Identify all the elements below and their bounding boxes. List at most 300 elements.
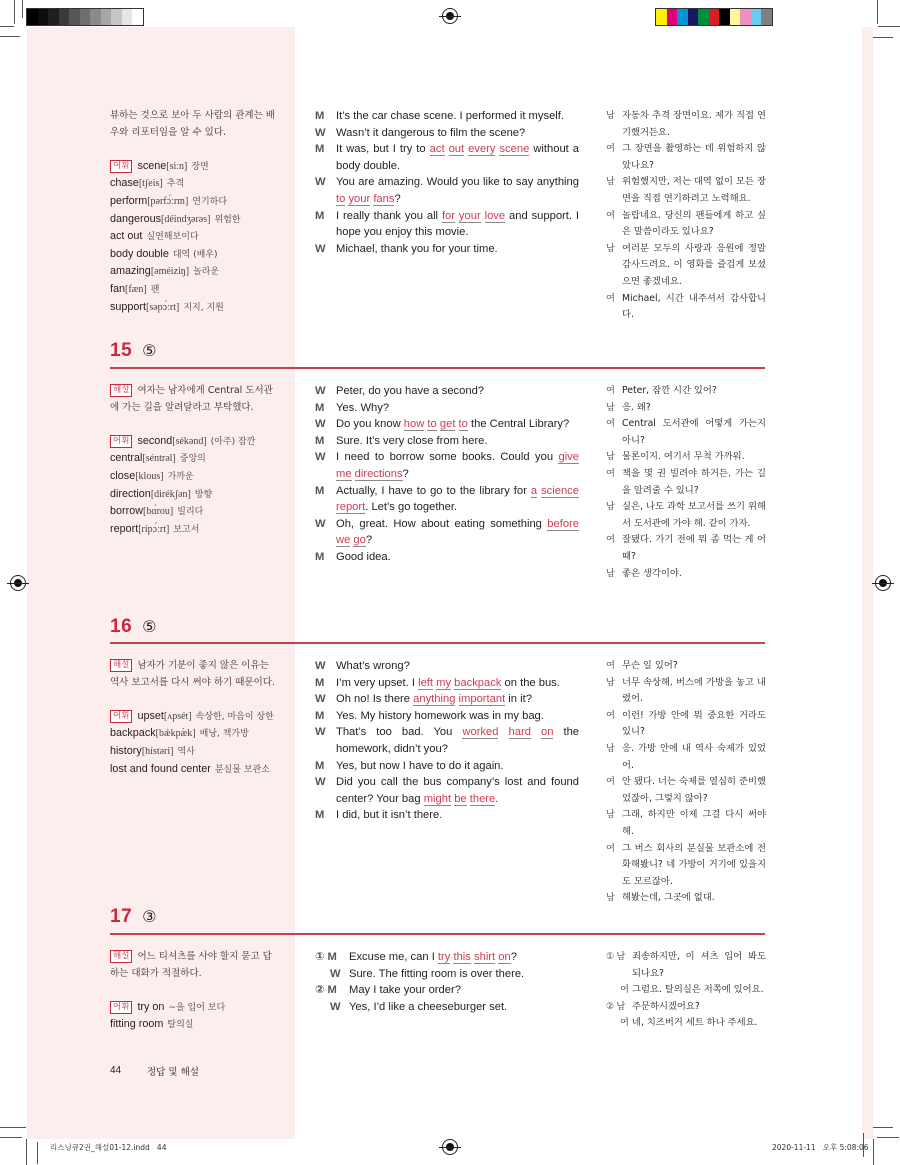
vocab-phonetic: [pərfɔ́ːrm] <box>147 195 189 207</box>
translation-text: 여러분 모두의 사랑과 응원에 정말 감사드려요. 이 영화를 즐겁게 보셨으면 좋겠네요. <box>622 242 766 287</box>
option-number: ① <box>606 951 615 962</box>
translation-text: Michael, 시간 내주셔서 감사합니다. <box>622 292 766 321</box>
explanation-text: 뷰하는 것으로 보아 두 사람의 관계는 배 <box>110 110 275 121</box>
text-run: ? <box>402 467 409 480</box>
answer-blank: we <box>336 534 351 547</box>
speaker: W <box>330 967 341 980</box>
speaker: 남 <box>606 742 615 754</box>
text-run: I really thank you all <box>336 209 442 222</box>
registration-mark-icon <box>442 8 458 24</box>
vocab-item <box>110 246 280 264</box>
speaker: 여 <box>606 385 615 396</box>
dialogue-text <box>349 949 579 966</box>
dialogue-text <box>336 241 579 258</box>
vocab-phonetic: [dirékʃən] <box>150 488 191 500</box>
text-run: I did, but it isn’t there. <box>336 809 443 822</box>
vocab-meaning: 방향 <box>194 489 213 500</box>
explanation-line <box>110 966 280 983</box>
speaker: 남 <box>616 951 626 962</box>
translation-column <box>606 658 766 907</box>
dialogue-line <box>315 108 579 125</box>
explanation-line <box>110 675 280 692</box>
vocab-word: direction <box>110 487 151 500</box>
translation-line <box>606 416 766 449</box>
vocab-item <box>110 743 280 761</box>
explanation-badge: 해설 <box>110 659 132 672</box>
speaker-label <box>606 1015 632 1032</box>
text-run: Yes. Why? <box>336 401 390 414</box>
color-swatch <box>709 9 720 25</box>
gray-swatch <box>111 9 122 25</box>
answer-blank: on <box>540 726 554 739</box>
answer-blank: get <box>439 418 456 431</box>
color-swatch <box>656 9 667 25</box>
explanation-text: 역사 보고서를 다시 써야 하기 때문이다. <box>110 676 275 688</box>
explanation-text: 여자는 남자에게 Central 도서관 <box>137 385 273 396</box>
speaker: 여 <box>606 467 615 479</box>
dialogue-text <box>336 708 579 725</box>
answer-blank: how <box>403 418 425 431</box>
vocab-item <box>110 503 280 521</box>
explanation-text: 에 가는 길을 알려달라고 부탁했다. <box>110 401 254 413</box>
explanation-line <box>110 108 280 125</box>
color-swatch <box>730 9 741 25</box>
translation-column <box>606 383 766 582</box>
text-run: the homework, didn’t you? <box>336 726 580 755</box>
speaker: W <box>315 451 326 464</box>
vocab-meaning: 위험한 <box>214 214 241 225</box>
vocab-meaning: 분실물 보관소 <box>214 764 270 775</box>
text-run: ? <box>365 534 373 547</box>
crop-mark <box>873 37 893 38</box>
vocab-meaning: 지지, 지원 <box>183 302 224 313</box>
vocab-item <box>110 193 280 211</box>
crop-mark <box>877 0 878 24</box>
dialogue-text <box>336 125 579 142</box>
spacer <box>110 982 280 999</box>
speaker: M <box>315 809 325 822</box>
crop-mark <box>14 0 15 24</box>
answer-blank: hard <box>508 726 531 739</box>
speaker: 남 <box>616 1000 626 1012</box>
color-swatch <box>761 9 772 25</box>
vocab-badge: 어휘 <box>110 710 132 723</box>
translation-text: 안 됐다. 너는 숙제를 열심히 준비했었잖아, 그렇지 않아? <box>622 776 766 804</box>
translation-column <box>606 949 766 1032</box>
vocab-phonetic: [déindʒərəs] <box>161 213 211 225</box>
answer-blank: might <box>423 792 452 805</box>
text-run: Good idea. <box>336 550 391 563</box>
dialogue-text <box>336 174 579 207</box>
vocab-meaning: 놀라운 <box>193 267 220 278</box>
dialogue-text <box>336 449 579 482</box>
dialogue-line <box>315 949 579 966</box>
question-number: 15 <box>110 340 133 361</box>
dialogue-line <box>315 449 579 482</box>
vocab-item <box>110 725 280 743</box>
answer-blank: every <box>468 143 496 156</box>
question-number: 17 <box>110 906 133 927</box>
vocab-word: chase <box>110 177 139 190</box>
vocab-word: try on <box>137 1000 165 1013</box>
section-divider <box>110 933 765 935</box>
speaker-label <box>606 999 632 1016</box>
answer-blank: go <box>353 534 366 547</box>
dialogue-text <box>336 108 579 125</box>
dialogue-text <box>336 208 579 241</box>
vocab-meaning: 팬 <box>150 284 160 295</box>
speaker: 여 <box>606 776 615 788</box>
answer-choice: ③ <box>142 909 157 926</box>
speaker: 여 <box>606 209 615 221</box>
page-running-title: 정답 및 해설 <box>147 1067 199 1078</box>
answer-blank: out <box>448 143 465 156</box>
vocab-word: second <box>137 434 173 447</box>
dialogue-script <box>315 383 579 566</box>
text-run: Wasn’t it dangerous to film the scene? <box>336 126 526 139</box>
answer-blank: try <box>437 951 451 963</box>
dialogue-line <box>315 483 579 516</box>
vocab-item <box>110 708 280 726</box>
dialogue-script <box>315 658 579 824</box>
text-run: Sure. The fitting room is over there. <box>349 967 525 980</box>
gray-swatch <box>38 9 49 25</box>
translation-line <box>606 741 766 774</box>
translation-line <box>606 566 766 583</box>
answer-blank: love <box>484 209 506 222</box>
text-run: ? <box>510 951 517 963</box>
dialogue-line <box>315 982 579 999</box>
vocab-word: close <box>110 469 136 482</box>
answer-blank: worked <box>462 726 499 739</box>
translation-text: 이런! 가방 안에 뭐 중요한 거라도 있니? <box>622 709 766 738</box>
dialogue-line <box>315 549 579 566</box>
translation-line <box>606 291 766 324</box>
speaker: 여 <box>606 292 615 304</box>
vocab-word: scene <box>137 159 167 172</box>
answer-blank: shirt <box>474 951 496 963</box>
dialogue-text <box>336 675 579 692</box>
text-run: You are amazing. Would you like to say anything <box>336 176 579 189</box>
text-run: without a body double. <box>336 143 580 172</box>
answer-blank: left <box>418 676 434 689</box>
vocab-phonetic: [bɑ́rou] <box>143 506 174 518</box>
vocab-phonetic: [bǽkpæ̀k] <box>155 728 196 740</box>
dialogue-text <box>336 658 579 675</box>
vocab-word: dangerous <box>110 212 162 225</box>
speaker: 남 <box>606 110 615 121</box>
color-swatch <box>740 9 751 25</box>
translation-line <box>606 982 766 999</box>
answer-blank: backpack <box>454 676 502 689</box>
answer-choice: ⑤ <box>142 619 157 636</box>
dialogue-text <box>336 483 579 516</box>
vocab-meaning: 중앙의 <box>179 454 206 465</box>
vocab-word: amazing <box>110 265 151 278</box>
text-run <box>531 726 541 738</box>
speaker: 남 <box>606 676 615 688</box>
page-number: 44 <box>110 1065 122 1076</box>
gray-swatch <box>132 9 143 25</box>
answer-blank: directions <box>354 467 403 480</box>
answer-blank: anything <box>413 693 456 706</box>
translation-text: 놀랍네요. 당신의 팬들에게 하고 싶은 말씀이라도 있나요? <box>622 209 766 238</box>
translation-line <box>606 383 766 400</box>
gray-swatch <box>59 9 70 25</box>
explanation-text: 어느 티셔츠를 사야 할지 묻고 답 <box>137 951 272 962</box>
crop-mark <box>26 1139 27 1165</box>
speaker-label <box>315 999 349 1016</box>
speaker: W <box>315 693 326 706</box>
text-run: May I take your order? <box>349 984 461 997</box>
speaker: W <box>315 126 326 139</box>
gray-swatch <box>90 9 101 25</box>
vocab-item <box>110 486 280 504</box>
dialogue-text <box>336 416 579 433</box>
translation-text: Central 도서관에 어떻게 가는지 아니? <box>622 418 766 446</box>
answer-blank: act <box>429 143 445 156</box>
color-swatch <box>719 9 730 25</box>
answer-blank: to <box>427 418 437 431</box>
speaker: W <box>315 776 326 789</box>
vocab-item <box>110 263 280 281</box>
vocab-item <box>110 211 280 229</box>
spacer <box>110 416 280 433</box>
translation-text: 그 장면을 촬영하는 데 위험하지 않았나요? <box>622 143 766 171</box>
vocab-word: act out <box>110 230 143 243</box>
translation-text: 위험했지만, 저는 대역 없이 모든 장면을 직접 연기하려고 노력해요. <box>622 176 766 204</box>
speaker: M <box>315 759 325 772</box>
speaker: W <box>330 1000 341 1013</box>
vocab-item <box>110 299 280 317</box>
dialogue-line <box>315 708 579 725</box>
vocab-meaning: 역사 <box>177 746 195 757</box>
translation-line <box>606 774 766 807</box>
text-run: Yes. My history homework was in my bag. <box>336 709 544 722</box>
crop-mark <box>0 26 14 27</box>
translation-line <box>606 841 766 891</box>
speaker: W <box>315 517 326 530</box>
text-run: Peter, do you have a second? <box>336 385 485 397</box>
question-header <box>110 616 156 644</box>
answer-blank: to <box>336 192 346 205</box>
translation-column <box>606 108 766 324</box>
dialogue-line <box>315 516 579 549</box>
vocab-word: fan <box>110 282 126 295</box>
translation-line <box>606 532 766 565</box>
translation-line <box>606 949 766 982</box>
vocab-phonetic: [əméiziŋ] <box>150 266 190 278</box>
speaker: M <box>315 143 325 156</box>
explanation-badge: 해설 <box>110 950 132 963</box>
gray-swatch <box>48 9 59 25</box>
dialogue-line <box>315 400 579 417</box>
vocab-word: body double <box>110 247 169 260</box>
speaker: M <box>315 209 325 222</box>
translation-text: 자동차 추격 장면이요. 제가 직접 연기했거든요. <box>622 110 766 138</box>
translation-line <box>606 174 766 207</box>
vocab-word: history <box>110 744 142 757</box>
dialogue-text <box>336 724 579 757</box>
speaker-label <box>606 949 632 982</box>
dialogue-text <box>336 691 579 708</box>
crop-mark <box>873 1139 874 1165</box>
vocab-badge: 어휘 <box>110 435 132 448</box>
explanation-text: 우와 리포터임을 알 수 있다. <box>110 126 227 138</box>
translation-line <box>606 499 766 532</box>
speaker: W <box>315 726 326 739</box>
translation-text: 응. 가방 안에 내 역사 숙제가 있었어. <box>622 742 766 771</box>
color-swatch <box>677 9 688 25</box>
dialogue-line <box>315 433 579 450</box>
vocab-item <box>110 158 280 176</box>
vocab-meaning: 보고서 <box>173 524 200 535</box>
crop-mark <box>0 1127 26 1128</box>
dialogue-line <box>315 141 579 174</box>
vocab-phonetic: [séntrəl] <box>142 453 176 465</box>
vocab-meaning: 배낭, 책가방 <box>199 729 249 740</box>
gray-swatch <box>27 9 38 25</box>
text-run: That’s too bad. You <box>336 726 463 739</box>
translation-text: 무슨 일 있어? <box>622 660 678 671</box>
question-header <box>110 340 156 368</box>
translation-line <box>606 999 766 1016</box>
crop-mark <box>0 36 20 37</box>
gray-swatch <box>80 9 91 25</box>
speaker: 여 <box>606 534 615 546</box>
speaker: W <box>315 242 326 255</box>
speaker-label <box>315 982 349 999</box>
explanation-column <box>110 383 280 538</box>
color-swatch <box>698 9 709 25</box>
crop-mark <box>0 1137 22 1138</box>
answer-blank: important <box>458 693 506 706</box>
answer-blank: your <box>458 209 481 222</box>
spacer <box>110 691 280 708</box>
dialogue-line <box>315 174 579 207</box>
color-swatch <box>751 9 762 25</box>
dialogue-line <box>315 724 579 757</box>
vocab-phonetic: [səpɔ́ːrt] <box>146 301 180 313</box>
dialogue-text <box>349 999 579 1016</box>
vocab-item <box>110 1016 280 1034</box>
slug-filename: 리스닝큐2권_해설01-12.indd 44 <box>50 1143 167 1152</box>
text-run: . Let’s go together. <box>365 501 458 514</box>
gray-swatch <box>122 9 133 25</box>
answer-blank: before <box>547 517 579 530</box>
dialogue-text <box>336 549 579 566</box>
option-number: ② <box>315 984 325 997</box>
speaker: 남 <box>606 567 615 579</box>
speaker: 여 <box>620 984 629 996</box>
text-run: the Central Library? <box>467 418 570 431</box>
answer-blank: report <box>336 501 366 514</box>
speaker: M <box>315 676 325 689</box>
dialogue-line <box>315 999 579 1016</box>
vocab-item <box>110 228 280 246</box>
grayscale-color-bar <box>26 8 144 26</box>
speaker-label <box>315 949 349 966</box>
dialogue-line <box>315 125 579 142</box>
explanation-column <box>110 658 280 778</box>
translation-line <box>606 466 766 499</box>
text-run <box>498 726 508 738</box>
speaker: M <box>327 984 337 997</box>
vocab-item <box>110 281 280 299</box>
color-swatch <box>667 9 678 25</box>
translation-text: 죄송하지만, 이 셔츠 입어 봐도 되나요? <box>632 951 766 979</box>
speaker: 남 <box>606 451 615 463</box>
answer-blank: there <box>469 792 496 805</box>
vocab-meaning: 빌리다 <box>177 507 204 518</box>
text-run: ? <box>394 192 401 205</box>
dialogue-text <box>336 774 579 807</box>
dialogue-text <box>336 516 579 549</box>
dialogue-text <box>336 400 579 417</box>
vocab-meaning: (아주) 잠깐 <box>210 436 256 447</box>
vocab-meaning: 탈의실 <box>167 1020 194 1031</box>
crop-mark <box>22 0 23 18</box>
translation-text: 해봤는데, 그곳에 없대. <box>622 892 715 904</box>
answer-blank: science <box>541 484 579 497</box>
vocab-meaning: 장면 <box>191 161 209 172</box>
vocab-item <box>110 450 280 468</box>
answer-blank: me <box>336 467 352 480</box>
answer-blank: my <box>436 676 452 689</box>
text-run: Yes, I’d like a cheeseburger set. <box>349 1000 508 1013</box>
explanation-text: 하는 대화가 적절하다. <box>110 967 202 979</box>
answer-blank: scene <box>499 143 530 156</box>
gray-swatch <box>69 9 80 25</box>
text-run: It’s the car chase scene. I performed it myself. <box>336 110 564 122</box>
answer-blank: be <box>454 792 467 805</box>
translation-line <box>606 807 766 840</box>
vocab-word: perform <box>110 194 148 207</box>
vocab-word: report <box>110 522 139 535</box>
text-run: in it? <box>505 693 532 706</box>
dialogue-line <box>315 208 579 241</box>
vocab-meaning: 대역 (배우) <box>172 249 218 260</box>
dialogue-line <box>315 416 579 433</box>
speaker: M <box>315 110 325 122</box>
text-run: What’s wrong? <box>336 660 410 672</box>
translation-line <box>606 141 766 174</box>
answer-blank: a <box>530 484 538 497</box>
vocab-phonetic: [fæn] <box>125 283 147 295</box>
text-run: Yes, but now I have to do it again. <box>336 759 504 772</box>
dialogue-line <box>315 774 579 807</box>
translation-line <box>606 1015 766 1032</box>
translation-text: 주문하시겠어요? <box>632 1000 700 1012</box>
vocab-meaning: 연기하다 <box>192 196 228 207</box>
speaker: W <box>315 176 326 189</box>
speaker: 여 <box>606 709 615 721</box>
translation-line <box>606 675 766 708</box>
registration-mark-icon <box>875 575 891 591</box>
dialogue-script <box>315 108 579 257</box>
speaker: 남 <box>606 892 615 904</box>
explanation-line <box>110 400 280 417</box>
text-run: . <box>495 792 499 805</box>
vocab-phonetic: [klous] <box>135 470 164 482</box>
answer-blank: this <box>453 951 471 963</box>
text-run: and support. I hope you enjoy this movie. <box>336 209 580 239</box>
crop-mark <box>37 1142 38 1164</box>
vocab-item <box>110 999 280 1017</box>
slug-timestamp: 2020-11-11 오후 5:08:06 <box>772 1143 869 1152</box>
vocab-meaning: 가까운 <box>167 471 194 482</box>
explanation-line <box>110 383 280 400</box>
